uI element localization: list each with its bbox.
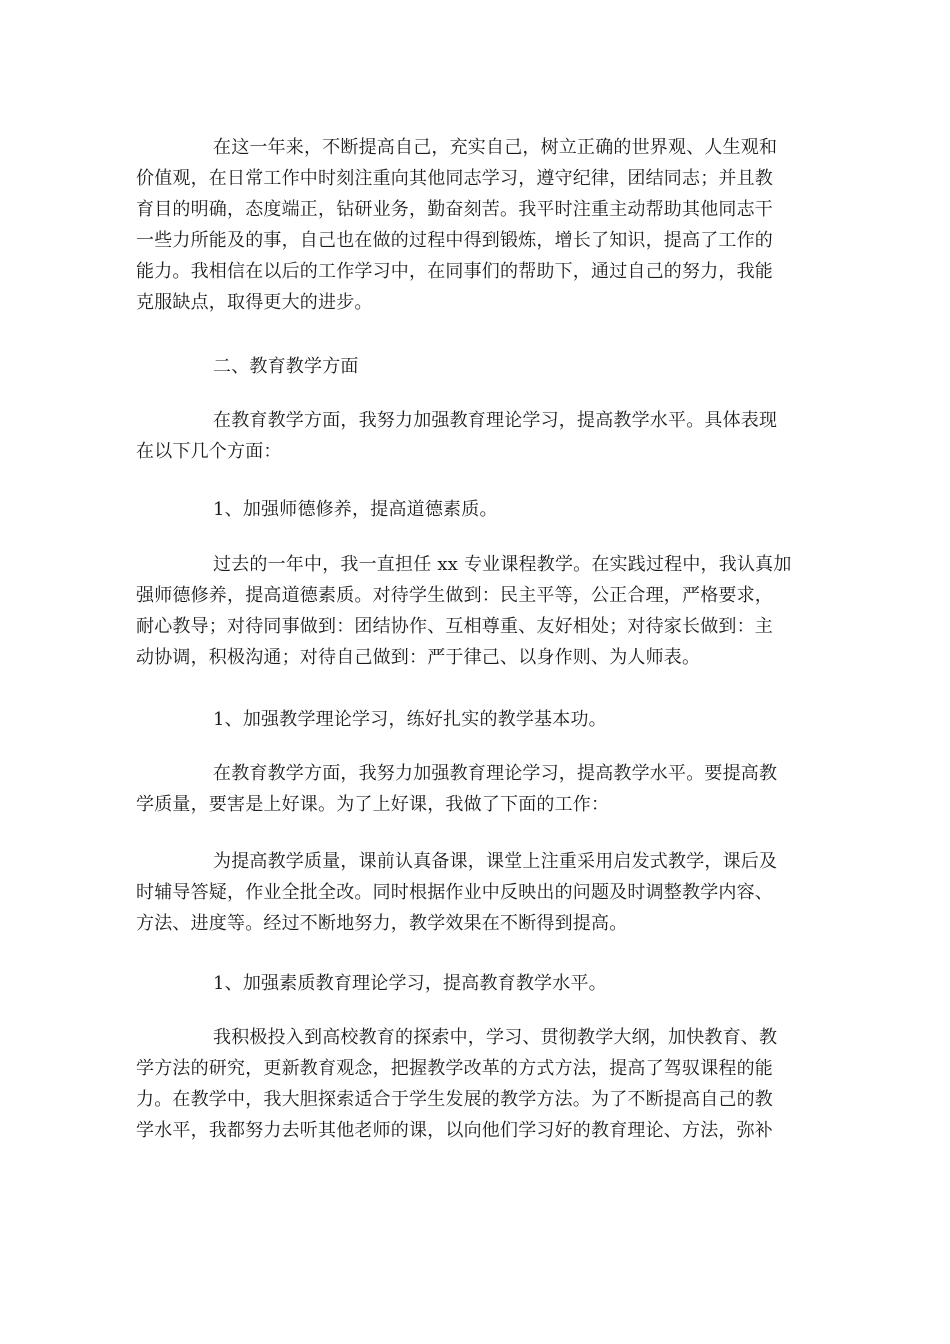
text-line: 二、教育教学方面	[213, 356, 359, 377]
paragraph-teaching-quality	[136, 846, 816, 939]
text-line: 在这一年来，不断提高自己，充实自己，树立正确的世界观、人生观和	[213, 137, 778, 158]
text-line: 在教育教学方面，我努力加强教育理论学习，提高教学水平。具体表现	[213, 410, 778, 431]
text-line: 学方法的研究，更新教育观念，把握教学改革的方式方法，提高了驾驭课程的能	[136, 1058, 773, 1079]
subheading-quality-education	[136, 968, 816, 999]
text-line: 时辅导答疑，作业全批全改。同时根据作业中反映出的问题及时调整教学内容、	[136, 882, 773, 903]
text-line: 一些力所能及的事，自己也在做的过程中得到锻炼，增长了知识，提高了工作的	[136, 230, 773, 251]
text-line: 能力。我相信在以后的工作学习中，在同事们的帮助下，通过自己的努力，我能	[136, 261, 773, 282]
text-line: 价值观，在日常工作中时刻注重向其他同志学习，遵守纪律，团结同志；并且教	[136, 168, 773, 189]
subheading-teaching-theory	[136, 704, 816, 735]
text-line: 克服缺点，取得更大的进步。	[136, 292, 373, 313]
section-heading	[136, 351, 816, 382]
paragraph-ethics	[136, 549, 816, 673]
text-line: 力。在教学中，我大胆探索适合于学生发展的教学方法。为了不断提高自己的教	[136, 1089, 773, 1110]
subheading-ethics	[136, 494, 816, 525]
text-line: 耐心教导；对待同事做到：团结协作、互相尊重、友好相处；对待家长做到：主	[136, 616, 773, 637]
text-line: 为提高教学质量，课前认真备课，课堂上注重采用启发式教学，课后及	[213, 851, 778, 872]
text-line: 方法、进度等。经过不断地努力，教学效果在不断得到提高。	[136, 913, 628, 934]
text-line: 我积极投入到高校教育的探索中，学习、贯彻教学大纲，加快教育、教	[213, 1027, 778, 1048]
text-line: 在以下几个方面：	[136, 441, 282, 462]
text-line: 过去的一年中，我一直担任 xx 专业课程教学。在实践过程中，我认真加	[213, 554, 792, 575]
paragraph-quality-education	[136, 1022, 816, 1146]
text-line: 育目的明确，态度端正，钻研业务，勤奋刻苦。我平时注重主动帮助其他同志干	[136, 199, 773, 220]
text-line: 1、加强师德修养，提高道德素质。	[213, 499, 498, 520]
text-line: 1、加强素质教育理论学习，提高教育教学水平。	[213, 973, 607, 994]
paragraph-intro	[136, 405, 816, 467]
text-line: 1、加强教学理论学习，练好扎实的教学基本功。	[213, 709, 607, 730]
paragraph-self-improvement	[136, 132, 816, 318]
text-line: 强师德修养，提高道德素质。对待学生做到：民主平等，公正合理，严格要求，	[136, 585, 773, 606]
text-line: 动协调，积极沟通；对待自己做到：严于律己、以身作则、为人师表。	[136, 647, 701, 668]
text-line: 学质量，要害是上好课。为了上好课，我做了下面的工作：	[136, 794, 610, 815]
paragraph-teaching-theory	[136, 758, 816, 820]
text-line: 学水平，我都努力去听其他老师的课，以向他们学习好的教育理论、方法，弥补	[136, 1120, 773, 1141]
text-line: 在教育教学方面，我努力加强教育理论学习，提高教学水平。要提高教	[213, 763, 778, 784]
